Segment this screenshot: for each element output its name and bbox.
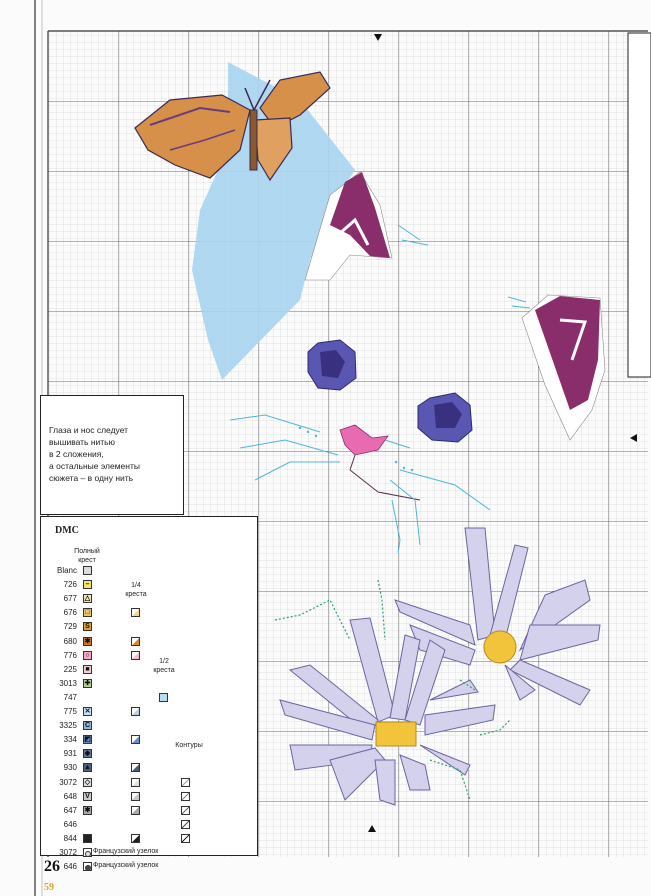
legend-code: 676 <box>63 608 77 618</box>
full-cross-swatch: V <box>83 792 92 801</box>
note-box <box>40 395 184 515</box>
legend-code: 646 <box>63 819 77 829</box>
right-inset-panel <box>628 33 651 377</box>
note-line: Глаза и нос следует <box>49 425 129 435</box>
legend-row <box>41 747 257 761</box>
legend-code: 726 <box>63 580 77 590</box>
legend-row <box>41 592 257 606</box>
legend-code: 931 <box>63 749 77 759</box>
legend-code: 334 <box>63 735 77 745</box>
legend-row <box>41 606 257 620</box>
half-cross-swatch <box>159 693 168 702</box>
quarter-cross-swatch <box>131 608 140 617</box>
contour-swatch <box>181 806 190 815</box>
legend-row <box>41 564 257 578</box>
legend-row <box>41 776 257 790</box>
full-cross-swatch: – <box>83 580 92 589</box>
quarter-cross-swatch <box>131 651 140 660</box>
quarter-cross-swatch <box>131 792 140 801</box>
legend-code: 747 <box>63 692 77 702</box>
quarter-cross-swatch <box>131 735 140 744</box>
note-line: вышивать нитью <box>49 437 115 447</box>
full-cross-swatch: ◩ <box>84 736 91 744</box>
quarter-cross-swatch <box>131 834 140 843</box>
full-cross-swatch: ■ <box>83 665 92 674</box>
legend-col-half: 1/2 креста <box>153 658 175 674</box>
french-knot-label: Французский узелок <box>93 862 159 870</box>
cat-eye-right <box>418 393 472 442</box>
legend-row <box>41 663 257 677</box>
legend-row <box>41 790 257 804</box>
legend-row <box>41 635 257 649</box>
legend-code: Blanc <box>56 566 77 575</box>
full-cross-swatch: △ <box>84 595 91 603</box>
full-cross-swatch: ▲ <box>84 764 91 772</box>
legend-code: 680 <box>63 636 77 646</box>
legend-col-contours: Контуры <box>175 742 203 749</box>
legend-row <box>41 649 257 663</box>
note-line: в 2 сложения, <box>49 449 104 459</box>
quarter-cross-swatch <box>131 806 140 815</box>
legend-code: 3325 <box>59 721 77 731</box>
legend-row <box>41 818 257 832</box>
legend-row <box>41 761 257 775</box>
page-number: 26 <box>44 858 60 875</box>
french-knot-label: Французский узелок <box>93 848 159 855</box>
quarter-cross-swatch <box>131 637 140 646</box>
full-cross-swatch: ◇ <box>84 778 91 786</box>
dmc-legend <box>40 516 258 872</box>
legend-code: 646 <box>63 862 77 872</box>
full-cross-swatch: □ <box>83 608 92 617</box>
legend-code: 647 <box>63 805 77 815</box>
legend-code: 677 <box>63 594 77 604</box>
french-knot-swatch <box>83 862 92 871</box>
legend-code: 776 <box>63 650 77 660</box>
legend-code: 729 <box>63 622 77 632</box>
legend-row <box>41 804 257 818</box>
full-cross-swatch: ◆ <box>84 750 91 758</box>
legend-row <box>41 677 257 691</box>
legend-code: 3013 <box>59 678 77 688</box>
full-cross-swatch: ✱ <box>84 637 91 645</box>
full-cross-swatch: ✕ <box>84 708 91 715</box>
legend-col-full: Полный крест <box>74 548 100 564</box>
legend-row <box>41 846 257 860</box>
page-number-below: 59 <box>44 882 54 893</box>
note-line: сюжета – в одну нить <box>49 473 134 483</box>
legend-row <box>41 719 257 733</box>
legend-code: 930 <box>63 763 77 773</box>
legend-code: 3072 <box>59 777 77 787</box>
contour-swatch <box>181 778 190 787</box>
quarter-cross-swatch <box>131 778 140 787</box>
legend-code: 775 <box>63 707 77 716</box>
full-cross-swatch: S <box>83 622 92 631</box>
legend-code: 648 <box>63 791 77 801</box>
legend-code: 225 <box>63 664 77 674</box>
full-cross-swatch: ✚ <box>84 679 91 687</box>
legend-row <box>41 832 257 846</box>
legend-row <box>41 705 257 719</box>
legend-row <box>41 733 257 747</box>
legend-row <box>41 620 257 634</box>
legend-row <box>41 691 257 705</box>
full-cross-swatch: C <box>84 722 91 730</box>
cat-eye-left <box>308 340 356 390</box>
legend-code: 844 <box>63 833 77 843</box>
legend-code: 3072 <box>59 848 77 857</box>
contour-swatch <box>181 792 190 801</box>
full-cross-swatch <box>83 566 92 575</box>
quarter-cross-swatch <box>131 707 140 716</box>
legend-row <box>41 578 257 592</box>
full-cross-swatch <box>83 834 92 843</box>
contour-swatch <box>181 820 190 829</box>
quarter-cross-swatch <box>131 763 140 772</box>
note-line: а остальные элементы <box>49 461 140 471</box>
full-cross-swatch: ○ <box>83 651 92 660</box>
full-cross-swatch: ✱ <box>84 806 91 814</box>
legend-title: DMC <box>55 525 79 536</box>
contour-swatch <box>181 834 190 843</box>
legend-row <box>41 860 257 874</box>
legend-col-quarter: 1/4 креста <box>125 582 147 598</box>
french-knot-swatch <box>83 848 92 857</box>
